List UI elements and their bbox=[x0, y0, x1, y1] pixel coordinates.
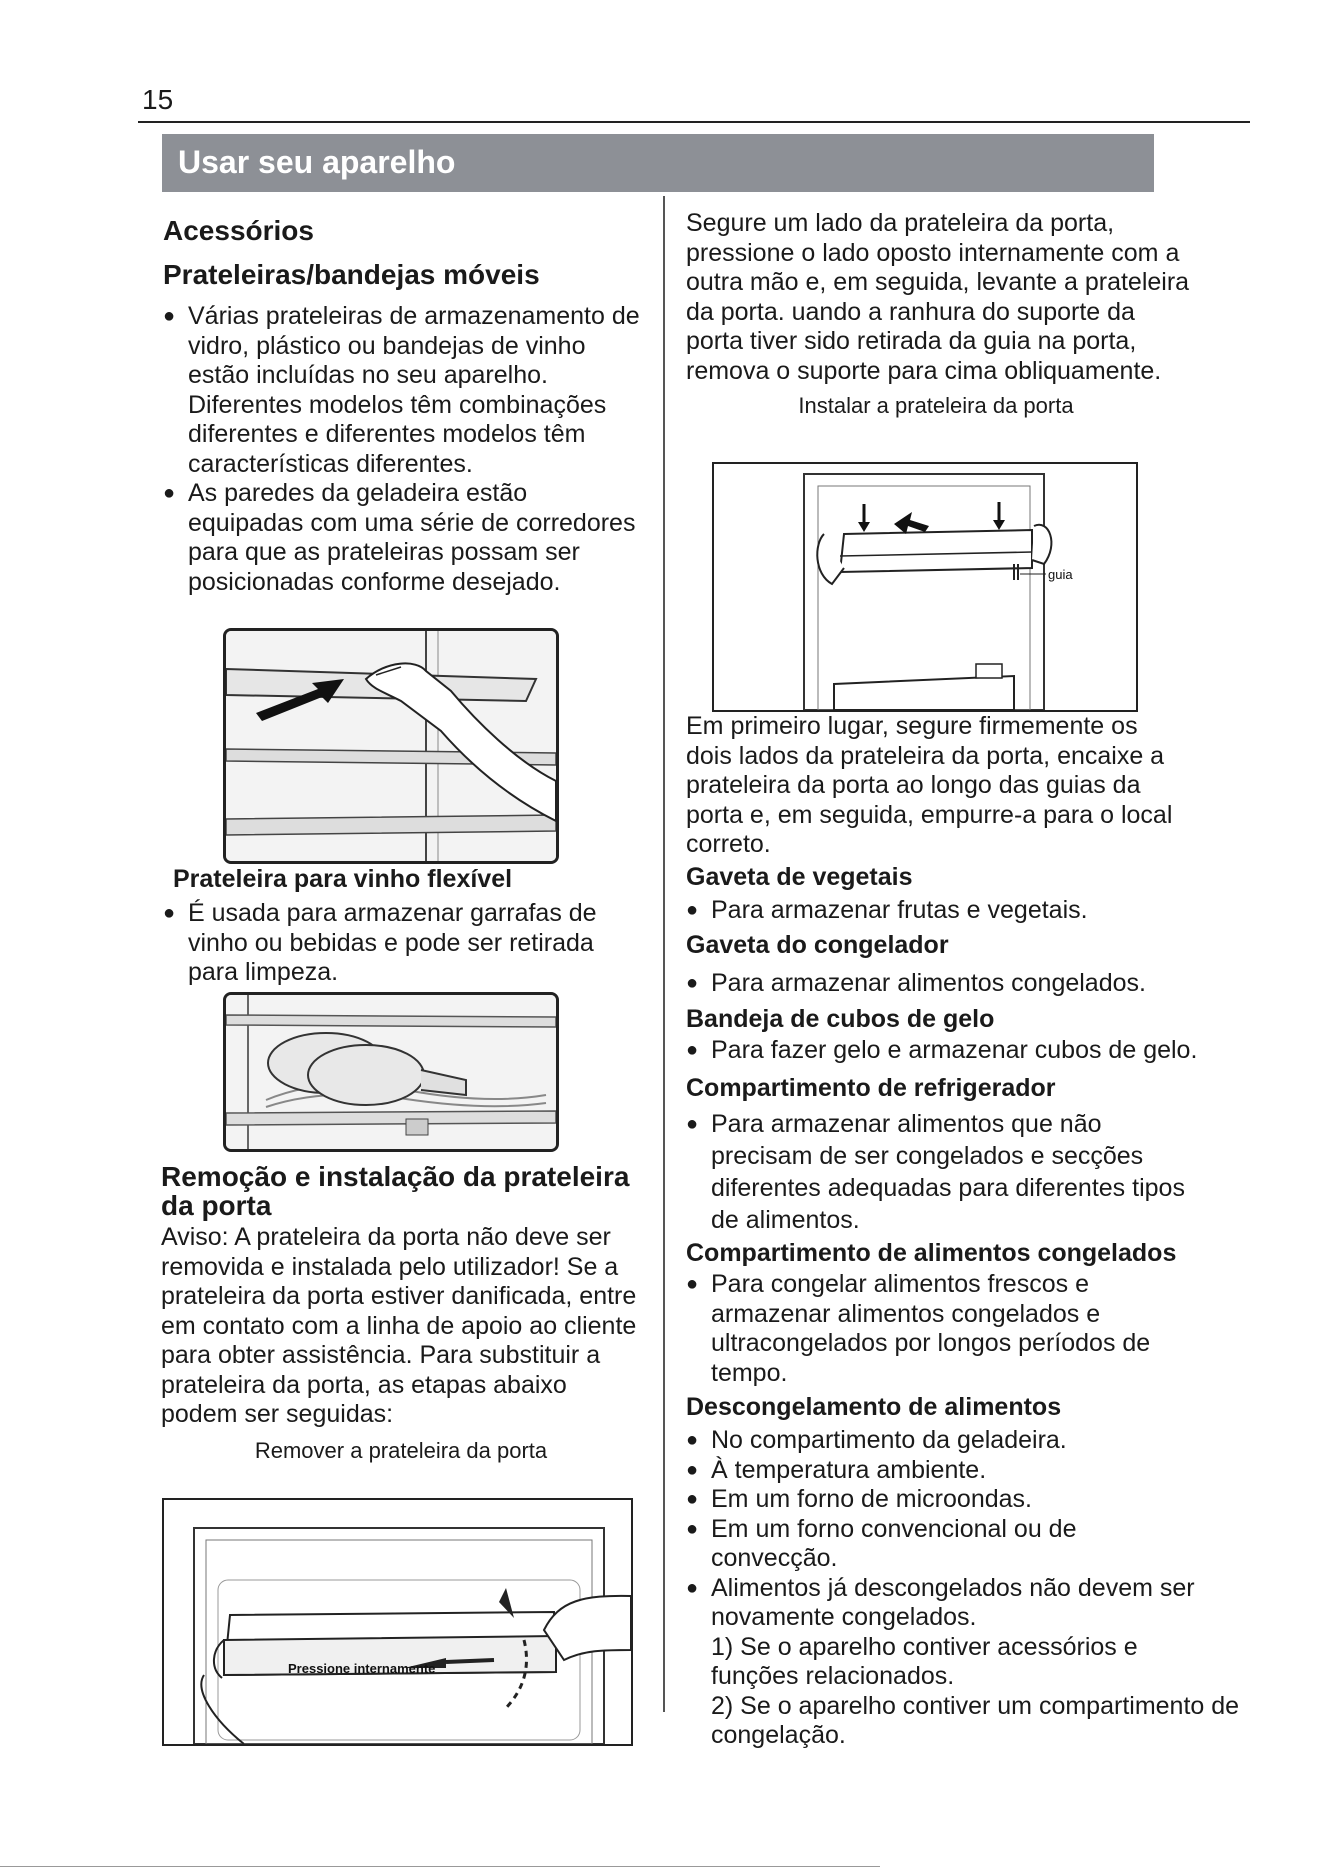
figure-shelf-adjust bbox=[223, 628, 559, 864]
banner-title: Usar seu aparelho bbox=[178, 144, 456, 180]
heading-accessories: Acessórios bbox=[163, 215, 314, 246]
note-2: 2) Se o aparelho contiver um compartimento de congelação. bbox=[711, 1691, 1240, 1749]
caption-remove-shelf: Remover a prateleira da porta bbox=[254, 1437, 548, 1463]
heading-ice-tray: Bandeja de cubos de gelo bbox=[686, 1004, 995, 1033]
door-shelf-remove-text: Segure um lado da prateleira da porta, pressione o lado oposto internamente com a outra mão e, em seguida, levante a prateleira da porta. uando a ranhura do suporte da porta tiver sido retirada da guia na porta, remova o suporte para cima obliquamente. bbox=[686, 209, 1190, 385]
removal-text: Aviso: A prateleira da porta não deve ser removida e instalada pelo utilizador! Se a prateleira da porta estiver danificada, entre em contato com a linha de apoio ao cliente para obter assistência. Para substituir a prateleira da porta, as etapas abaixo podem ser seguidas: bbox=[161, 1223, 637, 1428]
heading-door-shelf-removal: Remoção e instalação da prateleira da porta bbox=[161, 1161, 630, 1221]
bullet-thaw-1: ● No compartimento da geladeira. bbox=[686, 1426, 1246, 1456]
heading-thawing: Descongelamento de alimentos bbox=[686, 1393, 1062, 1421]
right-column-sections bbox=[686, 712, 1246, 1751]
heading-freezer-drawer: Gaveta do congelador bbox=[686, 931, 949, 959]
bullet-shelves-2: ● As paredes da geladeira estão equipadas com uma série de corredores para que as prateleiras possam ser posicionadas conforme desejado. bbox=[163, 479, 643, 597]
column-divider bbox=[663, 196, 665, 1712]
page-number: 15 bbox=[142, 84, 174, 115]
note-1: 1) Se o aparelho contiver acessórios e funções relacionados. bbox=[711, 1632, 1138, 1690]
heading-wine-shelf: Prateleira para vinho flexível bbox=[173, 865, 513, 893]
bullet-thaw-4: ● Em um forno convencional ou de convecção. bbox=[686, 1515, 1141, 1574]
bullet-frozen-food-compartment: ● Para congelar alimentos frescos e armazenar alimentos congelados e ultracongelados por longos períodos de tempo. bbox=[686, 1270, 1191, 1388]
footer-rule bbox=[0, 1866, 880, 1867]
label-guide: guia bbox=[1048, 567, 1073, 582]
door-shelf-install-text: Em primeiro lugar, segure firmemente os dois lados da prateleira da porta, encaixe a prateleira da porta ao longo das guias da porta e, em seguida, empurre-a para o local correto. bbox=[686, 712, 1173, 858]
heading-vegetable-drawer: Gaveta de vegetais bbox=[686, 862, 913, 891]
bullet-thaw-5: ● Alimentos já descongelados não devem ser novamente congelados. bbox=[686, 1574, 1251, 1633]
label-press-inward: Pressione internamente bbox=[288, 1661, 436, 1676]
bullet-wine: ● É usada para armazenar garrafas de vinho ou bebidas e pode ser retirada para limpeza. bbox=[163, 899, 643, 988]
bullet-refrigerator-compartment: ● Para armazenar alimentos que não precisam de ser congelados e secções diferentes adequadas para diferentes tipos de alimentos. bbox=[686, 1108, 1191, 1236]
bullet-thaw-3: ● Em um forno de microondas. bbox=[686, 1485, 1246, 1515]
section-banner bbox=[162, 134, 1154, 192]
bullet-shelves-1: ● Várias prateleiras de armazenamento de vidro, plástico ou bandejas de vinho estão incluídas no seu aparelho. Diferentes modelos têm combinações diferentes e diferentes modelos têm características diferentes. bbox=[163, 302, 643, 479]
bullet-thaw-2: ● À temperatura ambiente. bbox=[686, 1456, 1246, 1486]
heading-frozen-food-compartment: Compartimento de alimentos congelados bbox=[686, 1239, 1177, 1267]
bullet-ice-tray: ● Para fazer gelo e armazenar cubos de gelo. bbox=[686, 1036, 1246, 1066]
caption-install-shelf: Instalar a prateleira da porta bbox=[798, 393, 1074, 418]
bullet-freezer-drawer: ● Para armazenar alimentos congelados. bbox=[686, 969, 1246, 999]
figure-remove-door-shelf bbox=[162, 1498, 633, 1746]
figure-install-door-shelf bbox=[712, 462, 1138, 712]
header-rule bbox=[138, 121, 1250, 123]
figure-wine-shelf bbox=[223, 992, 559, 1152]
bullet-vegetable-drawer: ● Para armazenar frutas e vegetais. bbox=[686, 896, 1246, 926]
right-column-top bbox=[686, 209, 1246, 421]
left-column-top bbox=[163, 212, 643, 597]
left-column-removal bbox=[161, 1162, 641, 1466]
heading-refrigerator-compartment: Compartimento de refrigerador bbox=[686, 1074, 1056, 1102]
heading-movable-shelves: Prateleiras/bandejas móveis bbox=[163, 259, 540, 290]
left-column-wine bbox=[163, 862, 643, 988]
